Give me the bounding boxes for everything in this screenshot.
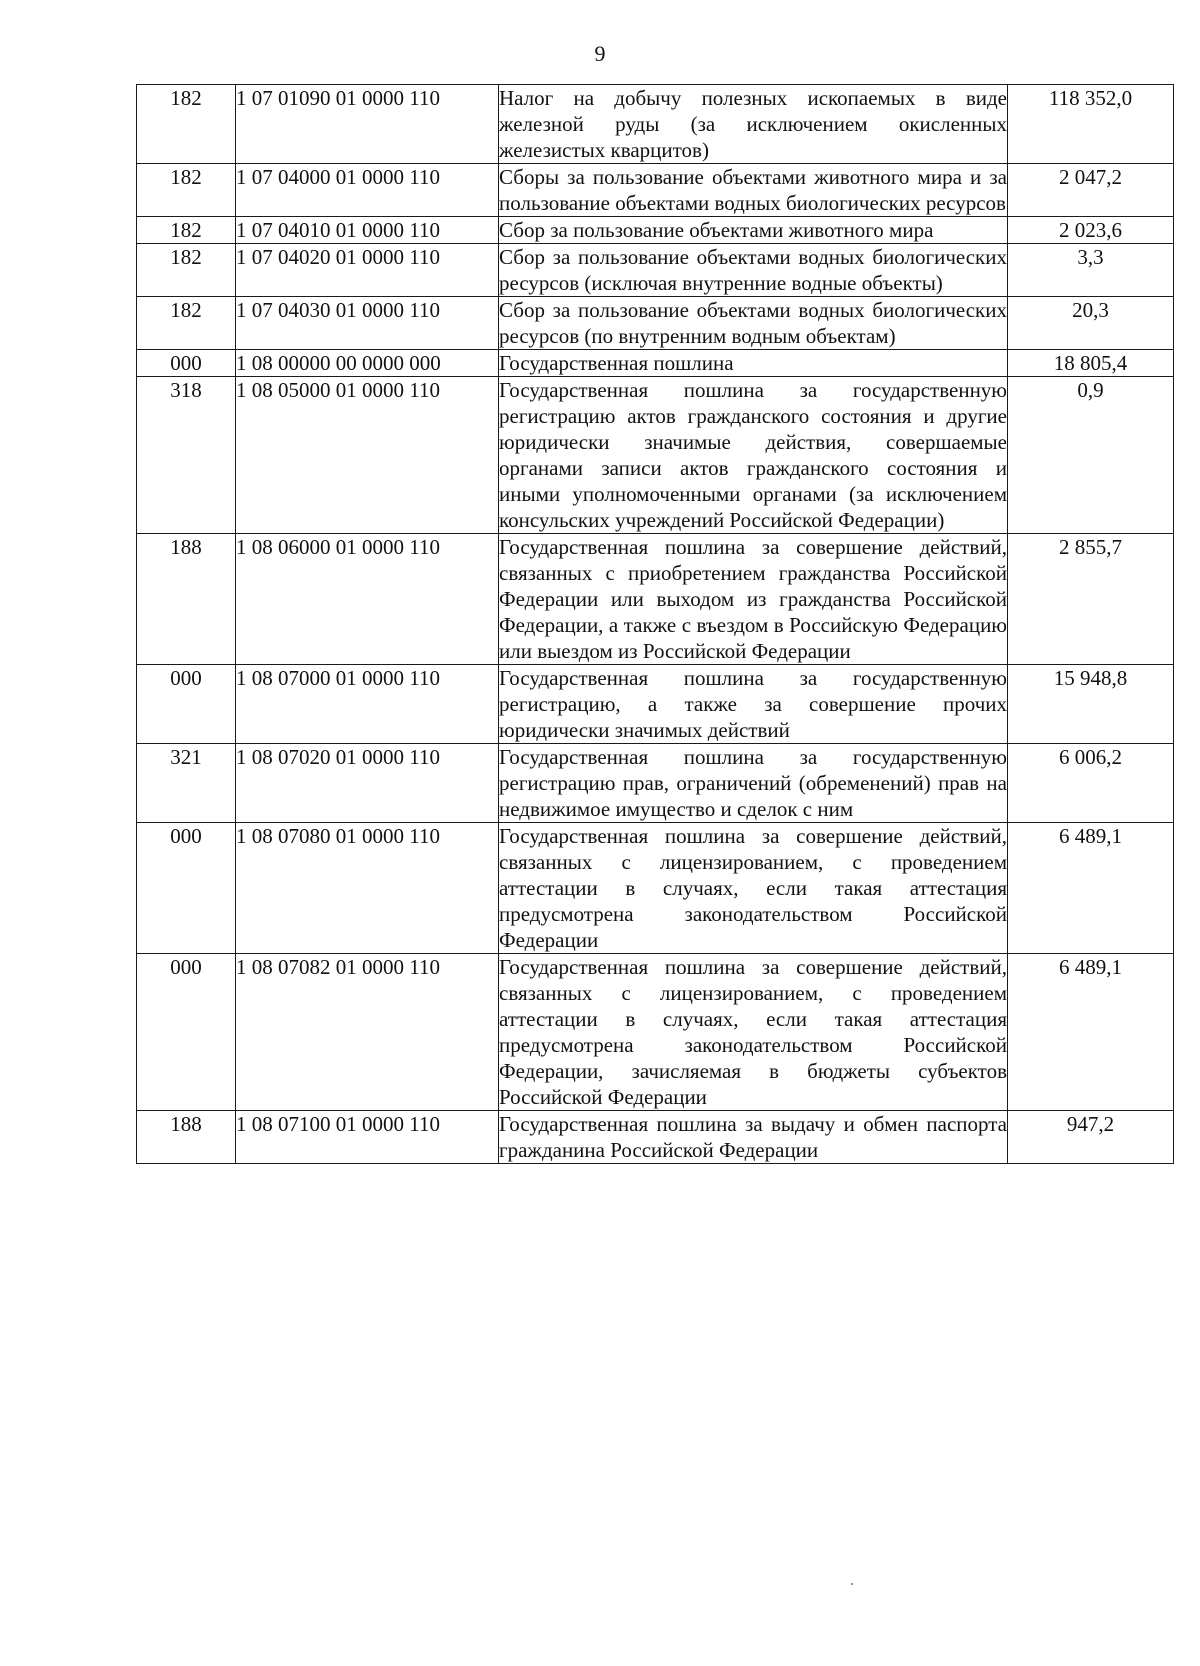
amount-cell: 2 855,7: [1008, 534, 1174, 665]
kbk-code-cell: 1 08 07020 01 0000 110: [236, 744, 499, 823]
kbk-code-cell: 1 07 04000 01 0000 110: [236, 164, 499, 217]
revenue-name-cell: Государственная пошлина за государственную регистрацию актов гражданского состояния и другие юридически значимые действия, совершаемые органами записи актов гражданского состояния и иными уполномоченными органами (за исключением консульских учреждений Российской Федерации): [499, 378, 1007, 532]
kbk-code-cell: 1 08 05000 01 0000 110: [236, 377, 499, 534]
kbk-code-cell: 1 08 07000 01 0000 110: [236, 665, 499, 744]
admin-code-cell: 182: [137, 164, 236, 217]
table-row: [137, 244, 1174, 297]
kbk-code-cell: 1 08 07080 01 0000 110: [236, 823, 499, 954]
amount-cell: 118 352,0: [1008, 85, 1174, 164]
admin-code-cell: 318: [137, 377, 236, 534]
table-row: [137, 954, 1174, 1111]
admin-code-cell: 182: [137, 85, 236, 164]
amount-cell: 20,3: [1008, 297, 1174, 350]
revenue-name-cell: Государственная пошлина: [499, 350, 1008, 377]
amount-cell: 6 489,1: [1008, 954, 1174, 1111]
admin-code-cell: 182: [137, 217, 236, 244]
admin-code-cell: 188: [137, 1111, 236, 1164]
table-row: [137, 164, 1174, 217]
admin-code-cell: 321: [137, 744, 236, 823]
amount-cell: 6 006,2: [1008, 744, 1174, 823]
table-row: [137, 665, 1174, 744]
table-row: [137, 534, 1174, 665]
revenue-name-cell: Государственная пошлина за совершение действий, связанных с лицензированием, с проведением аттестации в случаях, если такая аттестация предусмотрена законодательством Российской Федерации: [499, 824, 1007, 952]
table-row: [137, 823, 1174, 954]
kbk-code-cell: 1 07 01090 01 0000 110: [236, 85, 499, 164]
admin-code-cell: 000: [137, 665, 236, 744]
admin-code-cell: 000: [137, 823, 236, 954]
kbk-code-cell: 1 08 07082 01 0000 110: [236, 954, 499, 1111]
kbk-code-cell: 1 08 06000 01 0000 110: [236, 534, 499, 665]
table-row: [137, 350, 1174, 377]
table-row: [137, 377, 1174, 534]
revenue-name-cell: Государственная пошлина за государственную регистрацию, а также за совершение прочих юридически значимых действий: [499, 666, 1007, 742]
kbk-code-cell: 1 07 04010 01 0000 110: [236, 217, 499, 244]
kbk-code-cell: 1 07 04020 01 0000 110: [236, 244, 499, 297]
admin-code-cell: 000: [137, 954, 236, 1111]
amount-cell: 3,3: [1008, 244, 1174, 297]
scan-speck: [851, 1583, 853, 1585]
page-number: 9: [594, 41, 606, 66]
amount-cell: 947,2: [1008, 1111, 1174, 1164]
revenue-name-cell: Государственная пошлина за выдачу и обмен паспорта гражданина Российской Федерации: [499, 1112, 1007, 1162]
table-row: [137, 297, 1174, 350]
revenue-name-cell: Государственная пошлина за совершение действий, связанных с лицензированием, с проведением аттестации в случаях, если такая аттестация предусмотрена законодательством Российской Федерации, зачисляемая в бюджеты субъектов Российской Федерации: [499, 955, 1007, 1109]
admin-code-cell: 188: [137, 534, 236, 665]
table-row: [137, 744, 1174, 823]
amount-cell: 2 047,2: [1008, 164, 1174, 217]
revenue-name-cell: Сбор за пользование объектами водных биологических ресурсов (исключая внутренние водные объекты): [499, 245, 1007, 295]
revenue-name-cell: Сборы за пользование объектами животного мира и за пользование объектами водных биологических ресурсов: [499, 165, 1007, 215]
table-row: [137, 1111, 1174, 1164]
revenue-name-cell: Налог на добычу полезных ископаемых в виде железной руды (за исключением окисленных железистых кварцитов): [499, 86, 1007, 162]
amount-cell: 18 805,4: [1008, 350, 1174, 377]
admin-code-cell: 182: [137, 244, 236, 297]
amount-cell: 15 948,8: [1008, 665, 1174, 744]
revenue-name-cell: Сбор за пользование объектами животного мира: [499, 217, 1008, 244]
revenue-name-cell: Государственная пошлина за совершение действий, связанных с приобретением гражданства Российской Федерации или выходом из гражданства Российской Федерации, а также с въездом в Российскую Федерацию или выездом из Российской Федерации: [499, 535, 1007, 663]
amount-cell: 0,9: [1008, 377, 1174, 534]
revenue-table: [136, 84, 1174, 1164]
revenue-name-cell: Государственная пошлина за государственную регистрацию прав, ограничений (обременений) прав на недвижимое имущество и сделок с ним: [499, 745, 1007, 821]
kbk-code-cell: 1 08 07100 01 0000 110: [236, 1111, 499, 1164]
amount-cell: 6 489,1: [1008, 823, 1174, 954]
table-row: [137, 85, 1174, 164]
kbk-code-cell: 1 07 04030 01 0000 110: [236, 297, 499, 350]
admin-code-cell: 000: [137, 350, 236, 377]
kbk-code-cell: 1 08 00000 00 0000 000: [236, 350, 499, 377]
table-row: [137, 217, 1174, 244]
revenue-table-body: [137, 85, 1174, 1164]
amount-cell: 2 023,6: [1008, 217, 1174, 244]
admin-code-cell: 182: [137, 297, 236, 350]
revenue-name-cell: Сбор за пользование объектами водных биологических ресурсов (по внутренним водным объектам): [499, 298, 1007, 348]
